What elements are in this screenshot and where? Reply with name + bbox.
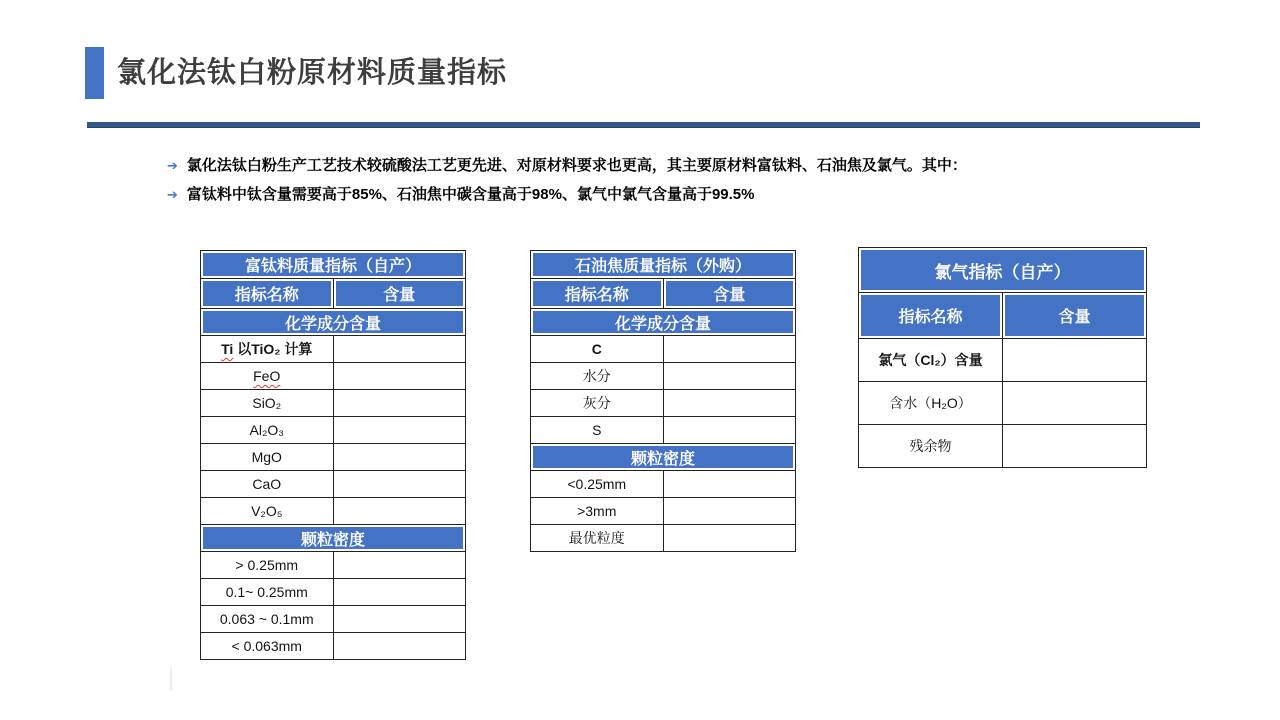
column-header-value: 含量	[333, 279, 466, 309]
table-rich-titanium	[200, 250, 466, 660]
title-accent-bar	[85, 47, 104, 99]
table-row	[531, 309, 796, 336]
table-row	[531, 251, 796, 279]
indicator-name-cell: 0.1~ 0.25mm	[201, 579, 334, 606]
value-cell	[333, 498, 466, 525]
arrow-bullet-icon: ➔	[167, 158, 178, 173]
table-row	[201, 552, 466, 579]
table-row	[531, 498, 796, 525]
value-cell	[333, 552, 466, 579]
table-row	[201, 525, 466, 552]
table-title: 石油焦质量指标（外购）	[531, 251, 796, 279]
indicator-name-cell: C	[531, 336, 664, 363]
value-cell	[1003, 339, 1147, 382]
table-row	[201, 363, 466, 390]
table-chlorine-gas	[858, 247, 1147, 468]
section-header: 颗粒密度	[201, 525, 466, 552]
value-cell	[333, 471, 466, 498]
bullet-item	[167, 156, 1167, 176]
value-cell	[663, 471, 796, 498]
indicator-name-cell: 含水（H₂O）	[859, 382, 1003, 425]
indicator-name-cell: V₂O₅	[201, 498, 334, 525]
arrow-bullet-icon: ➔	[167, 187, 178, 203]
value-cell	[333, 363, 466, 390]
table-row	[531, 471, 796, 498]
table-row	[201, 251, 466, 279]
table-petroleum-coke	[530, 250, 796, 552]
table-row	[531, 390, 796, 417]
indicator-name-cell: < 0.063mm	[201, 633, 334, 660]
value-cell	[333, 417, 466, 444]
table-row	[859, 382, 1147, 425]
value-cell	[333, 579, 466, 606]
table-title: 氯气指标（自产）	[859, 248, 1147, 293]
page-title: 氯化法钛白粉原材料质量指标	[117, 57, 508, 89]
indicator-name-cell: 水分	[531, 363, 664, 390]
indicator-name-cell: SiO₂	[201, 390, 334, 417]
indicator-name-cell: MgO	[201, 444, 334, 471]
value-cell	[663, 390, 796, 417]
stray-cursor-artifact	[170, 668, 172, 691]
table-row	[201, 336, 466, 363]
table-row	[531, 525, 796, 552]
column-header-value: 含量	[1003, 293, 1147, 339]
bullet-list	[167, 156, 1167, 215]
indicator-name-cell: Ti 以TiO₂ 计算	[201, 336, 334, 363]
table-title: 富钛料质量指标（自产）	[201, 251, 466, 279]
table-row	[201, 279, 466, 309]
bullet-text: 氯化法钛白粉生产工艺技术较硫酸法工艺更先进、对原材料要求也更高，其主要原材料富钛料、石油焦及氯气。其中：	[186, 157, 967, 174]
table-row	[859, 425, 1147, 468]
table-row	[859, 293, 1147, 339]
table-row	[531, 336, 796, 363]
table-row	[859, 248, 1147, 293]
table-row	[201, 633, 466, 660]
table-row	[201, 471, 466, 498]
table-row	[201, 606, 466, 633]
indicator-name-cell: 氯气（Cl₂）含量	[859, 339, 1003, 382]
section-header: 化学成分含量	[531, 309, 796, 336]
value-cell	[663, 417, 796, 444]
table-row	[201, 309, 466, 336]
table-row	[531, 417, 796, 444]
value-cell	[333, 606, 466, 633]
section-header: 颗粒密度	[531, 444, 796, 471]
value-cell	[663, 363, 796, 390]
section-header: 化学成分含量	[201, 309, 466, 336]
table-row	[201, 498, 466, 525]
indicator-name-cell: 残余物	[859, 425, 1003, 468]
value-cell	[333, 633, 466, 660]
table-row	[201, 444, 466, 471]
table-row	[531, 279, 796, 309]
column-header-value: 含量	[663, 279, 796, 309]
indicator-name-cell: 灰分	[531, 390, 664, 417]
value-cell	[333, 444, 466, 471]
value-cell	[663, 336, 796, 363]
value-cell	[333, 336, 466, 363]
title-divider-line	[87, 122, 1200, 128]
table-row	[859, 339, 1147, 382]
column-header-name: 指标名称	[531, 279, 664, 309]
value-cell	[663, 525, 796, 552]
indicator-name-cell: 最优粒度	[531, 525, 664, 552]
table-row	[201, 579, 466, 606]
value-cell	[1003, 382, 1147, 425]
column-header-name: 指标名称	[859, 293, 1003, 339]
indicator-name-cell: <0.25mm	[531, 471, 664, 498]
value-cell	[333, 390, 466, 417]
table-row	[201, 390, 466, 417]
bullet-item	[167, 185, 1167, 205]
indicator-name-cell: CaO	[201, 471, 334, 498]
indicator-name-cell: S	[531, 417, 664, 444]
indicator-name-cell: 0.063 ~ 0.1mm	[201, 606, 334, 633]
value-cell	[1003, 425, 1147, 468]
bullet-text: 富钛料中钛含量需要高于85%、石油焦中碳含量高于98%、氯气中氯气含量高于99.5%	[186, 186, 755, 204]
table-row	[531, 363, 796, 390]
indicator-name-cell: >3mm	[531, 498, 664, 525]
column-header-name: 指标名称	[201, 279, 334, 309]
value-cell	[663, 498, 796, 525]
table-row	[201, 417, 466, 444]
indicator-name-cell: FeO	[201, 363, 334, 390]
table-row	[531, 444, 796, 471]
indicator-name-cell: Al₂O₃	[201, 417, 334, 444]
indicator-name-cell: > 0.25mm	[201, 552, 334, 579]
